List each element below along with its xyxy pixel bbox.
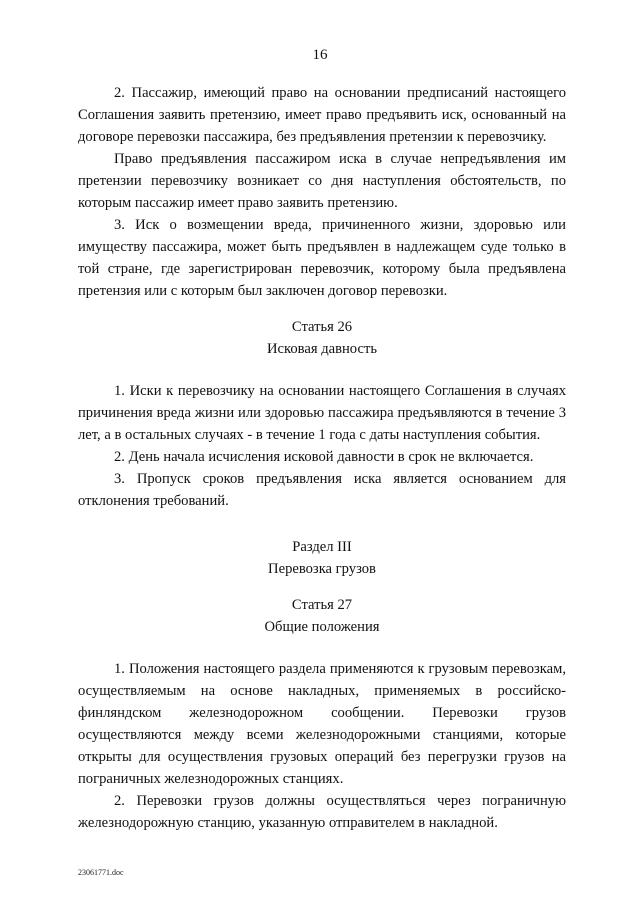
paragraph-missed-deadline: 3. Пропуск сроков предъявления иска является основанием для отклонения требований. <box>78 471 566 509</box>
page-number: 16 <box>312 47 328 63</box>
paragraph-damage-claim-court: 3. Иск о возмещении вреда, причиненного жизни, здоровью или имуществу пассажира, может быть предъявлен в надлежащем суде только в той стране, где зарегистрирован перевозчик, которому была предъявлена претензия или с которым был заключен договор перевозки. <box>78 217 566 299</box>
document-body <box>78 82 566 834</box>
article-26-number: Статья 26 <box>291 319 353 335</box>
file-name-footer: 23061771.doc <box>78 868 124 877</box>
paragraph-start-day-excluded: 2. День начала исчисления исковой давности в срок не включается. <box>114 449 534 465</box>
paragraph-passenger-claim-right: 2. Пассажир, имеющий право на основании предписаний настоящего Соглашения заявить претензию, имеет право предъявить иск, основанный на договоре перевозки пассажира, без предъявления претензии к перевозчику. <box>78 85 566 145</box>
section-3-number: Раздел III <box>292 539 352 555</box>
paragraph-border-station: 2. Перевозки грузов должны осуществляться через пограничную железнодорожную станцию, указанную отправителем в накладной. <box>78 793 566 831</box>
paragraph-cargo-scope: 1. Положения настоящего раздела применяются к грузовым перевозкам, осуществляемым на основе накладных, применяемых в российско-финляндском железнодорожном сообщении. Перевозки грузов осуществляются между всеми железнодорожными станциями, которые открыты для осуществления грузовых операций без перегрузки грузов на пограничных железнодорожных станциях. <box>78 661 566 787</box>
paragraph-claim-timing: Право предъявления пассажиром иска в случае непредъявления им претензии перевозчику возникает со дня наступления обстоятельств, по которым пассажир имеет право заявить претензию. <box>78 151 566 211</box>
article-26-title: Исковая давность <box>267 341 377 357</box>
article-27-number: Статья 27 <box>291 597 353 613</box>
section-3-title: Перевозка грузов <box>268 561 376 577</box>
paragraph-limitation-periods: 1. Иски к перевозчику на основании настоящего Соглашения в случаях причинения вреда жизни или здоровью пассажира предъявляются в течение 3 лет, а в остальных случаях - в течение 1 года с даты наступления события. <box>78 383 566 443</box>
article-27-title: Общие положения <box>264 619 380 635</box>
